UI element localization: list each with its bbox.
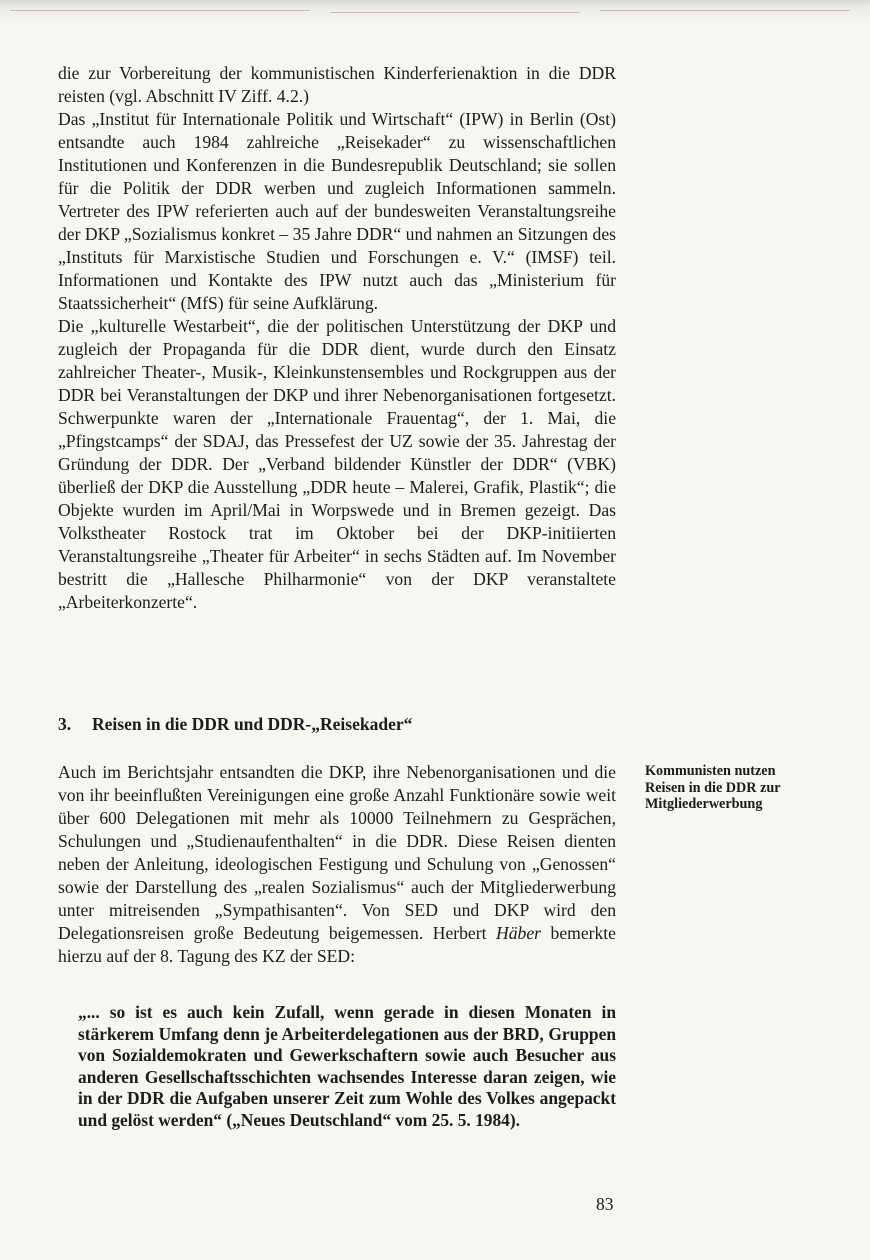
section-title: Reisen in die DDR und DDR-„Reisekader“ bbox=[92, 714, 413, 734]
person-name: Häber bbox=[496, 923, 541, 943]
scan-artifact-line bbox=[600, 10, 850, 11]
section-paragraph bbox=[58, 761, 616, 968]
scan-edge-shadow bbox=[0, 0, 870, 22]
section-heading bbox=[58, 714, 412, 735]
section-number: 3. bbox=[58, 714, 72, 734]
body-text-top bbox=[58, 62, 616, 614]
block-quote: „... so ist es auch kein Zufall, wenn gerade in diesen Monaten in stärkerem Umfang denn je Arbeiterdelegationen aus der BRD, Gruppen von Sozialdemokraten und Gewerkschaftern sowie auch Besucher aus anderen Gesellschaftsschichten wachsendes Interesse daran zeigen, wie in der DDR die Aufgaben unserer Zeit zum Wohle des Volkes angepackt und gelöst werden“ („Neues Deutschland“ vom 25. 5. 1984). bbox=[78, 1002, 616, 1130]
scan-artifact-line bbox=[330, 12, 580, 13]
section-paragraph-text-end: bemerkte hierzu auf der 8. Tagung des KZ der SED: bbox=[58, 923, 616, 966]
paragraph-kulturelle-westarbeit: Die „kulturelle Westarbeit“, die der politischen Unterstützung der DKP und zugleich der Propaganda für die DDR dient, wurde durch den Einsatz zahlreicher Theater-, Musik-, Kleinkunstensembles und Rockgruppen aus der DDR bei Veranstaltungen der DKP und ihrer Nebenorganisationen fortgesetzt. Schwerpunkte waren der „Internationale Frauentag“, der 1. Mai, die „Pfingstcamps“ der SDAJ, das Pressefest der UZ sowie der 35. Jahrestag der Gründung der DDR. Der „Verband bildender Künstler der DDR“ (VBK) überließ der DKP die Ausstellung „DDR heute – Malerei, Grafik, Plastik“; die Objekte wurden im April/Mai in Worpswede und in Bremen gezeigt. Das Volkstheater Rostock trat im Oktober bei der DKP-initiierten Veranstaltungsreihe „Theater für Arbeiter“ in sechs Städten auf. Im November bestritt die „Hallesche Philharmonie“ von der DKP veranstaltete „Arbeiterkonzerte“. bbox=[58, 316, 616, 612]
section-paragraph-text: Auch im Berichtsjahr entsandten die DKP, ihre Nebenorganisationen und die von ihr beeinflußten Vereinigungen eine große Anzahl Funktionäre sowie weit über 600 Delegationen mit mehr als 10000 Teilnehmern zu Gesprächen, Schulungen und „Studienaufenthalten“ in die DDR. Diese Reisen dienten neben der Anleitung, ideologischen Festigung und Schulung von „Genossen“ sowie der Darstellung des „realen Sozialismus“ auch der Mitgliederwerbung unter mitreisenden „Sympathisanten“. Von SED und DKP wird den Delegationsreisen große Bedeutung beigemessen. Herbert bbox=[58, 762, 616, 943]
paragraph-ipw: Das „Institut für Internationale Politik und Wirtschaft“ (IPW) in Berlin (Ost) entsandte auch 1984 zahlreiche „Reisekader“ zu wissenschaftlichen Institutionen und Konferenzen in die Bundesrepublik Deutschland; sie sollen für die Politik der DDR werben und zugleich Informationen sammeln. Vertreter des IPW referierten auch auf der bundesweiten Veranstaltungsreihe der DKP „Sozialismus konkret – 35 Jahre DDR“ und nahmen an Sitzungen des „Instituts für Marxistische Studien und Forschungen e. V.“ (IMSF) teil. Informationen und Kontakte des IPW nutzt auch das „Ministerium für Staatssicherheit“ (MfS) für seine Aufklärung. bbox=[58, 109, 616, 313]
page-number: 83 bbox=[596, 1194, 614, 1214]
paragraph-kinderferienaktion: die zur Vorbereitung der kommunistischen Kinderferienaktion in die DDR reisten (vgl. Abschnitt IV Ziff. 4.2.) bbox=[58, 63, 616, 106]
scan-artifact-line bbox=[10, 10, 310, 11]
margin-note: Kommunisten nutzen Reisen in die DDR zur Mitgliederwerbung bbox=[645, 763, 781, 812]
